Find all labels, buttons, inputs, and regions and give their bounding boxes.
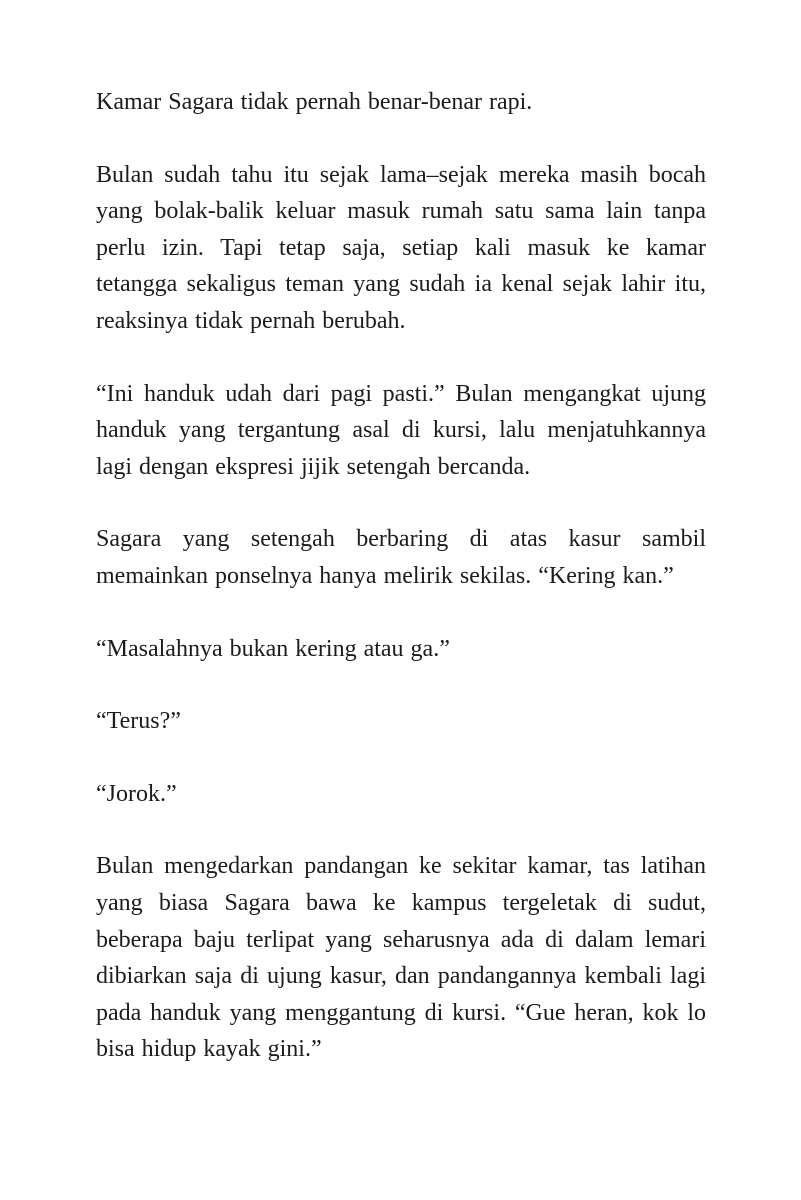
paragraph-7: “Jorok.” xyxy=(96,780,177,807)
story-page xyxy=(96,84,706,1068)
paragraph-3: “Ini handuk udah dari pagi pasti.” Bulan mengangkat ujung handuk yang tergantung asal di kursi, lalu menjatuhkannya lagi dengan ekspresi jijik setengah bercanda. xyxy=(96,380,706,480)
paragraph-1: Kamar Sagara tidak pernah benar-benar rapi. xyxy=(96,89,533,115)
paragraph-4: Sagara yang setengah berbaring di atas kasur sambil memainkan ponselnya hanya melirik sekilas. “Kering kan.” xyxy=(96,526,706,589)
paragraph-6: “Terus?” xyxy=(96,708,181,735)
paragraph-5: “Masalahnya bukan kering atau ga.” xyxy=(96,635,450,662)
paragraph-8: Bulan mengedarkan pandangan ke sekitar kamar, tas latihan yang biasa Sagara bawa ke kampus tergeletak di sudut, beberapa baju terlipat yang seharusnya ada di dalam lemari dibiarkan saja di ujung kasur, dan pandangannya kembali lagi pada handuk yang menggantung di kursi. “Gue heran, kok lo bisa hidup kayak gini.” xyxy=(96,853,706,1063)
paragraph-2: Bulan sudah tahu itu sejak lama–sejak mereka masih bocah yang bolak-balik keluar masuk rumah satu sama lain tanpa perlu izin. Tapi tetap saja, setiap kali masuk ke kamar tetangga sekaligus teman yang sudah ia kenal sejak lahir itu, reaksinya tidak pernah berubah. xyxy=(96,161,706,334)
